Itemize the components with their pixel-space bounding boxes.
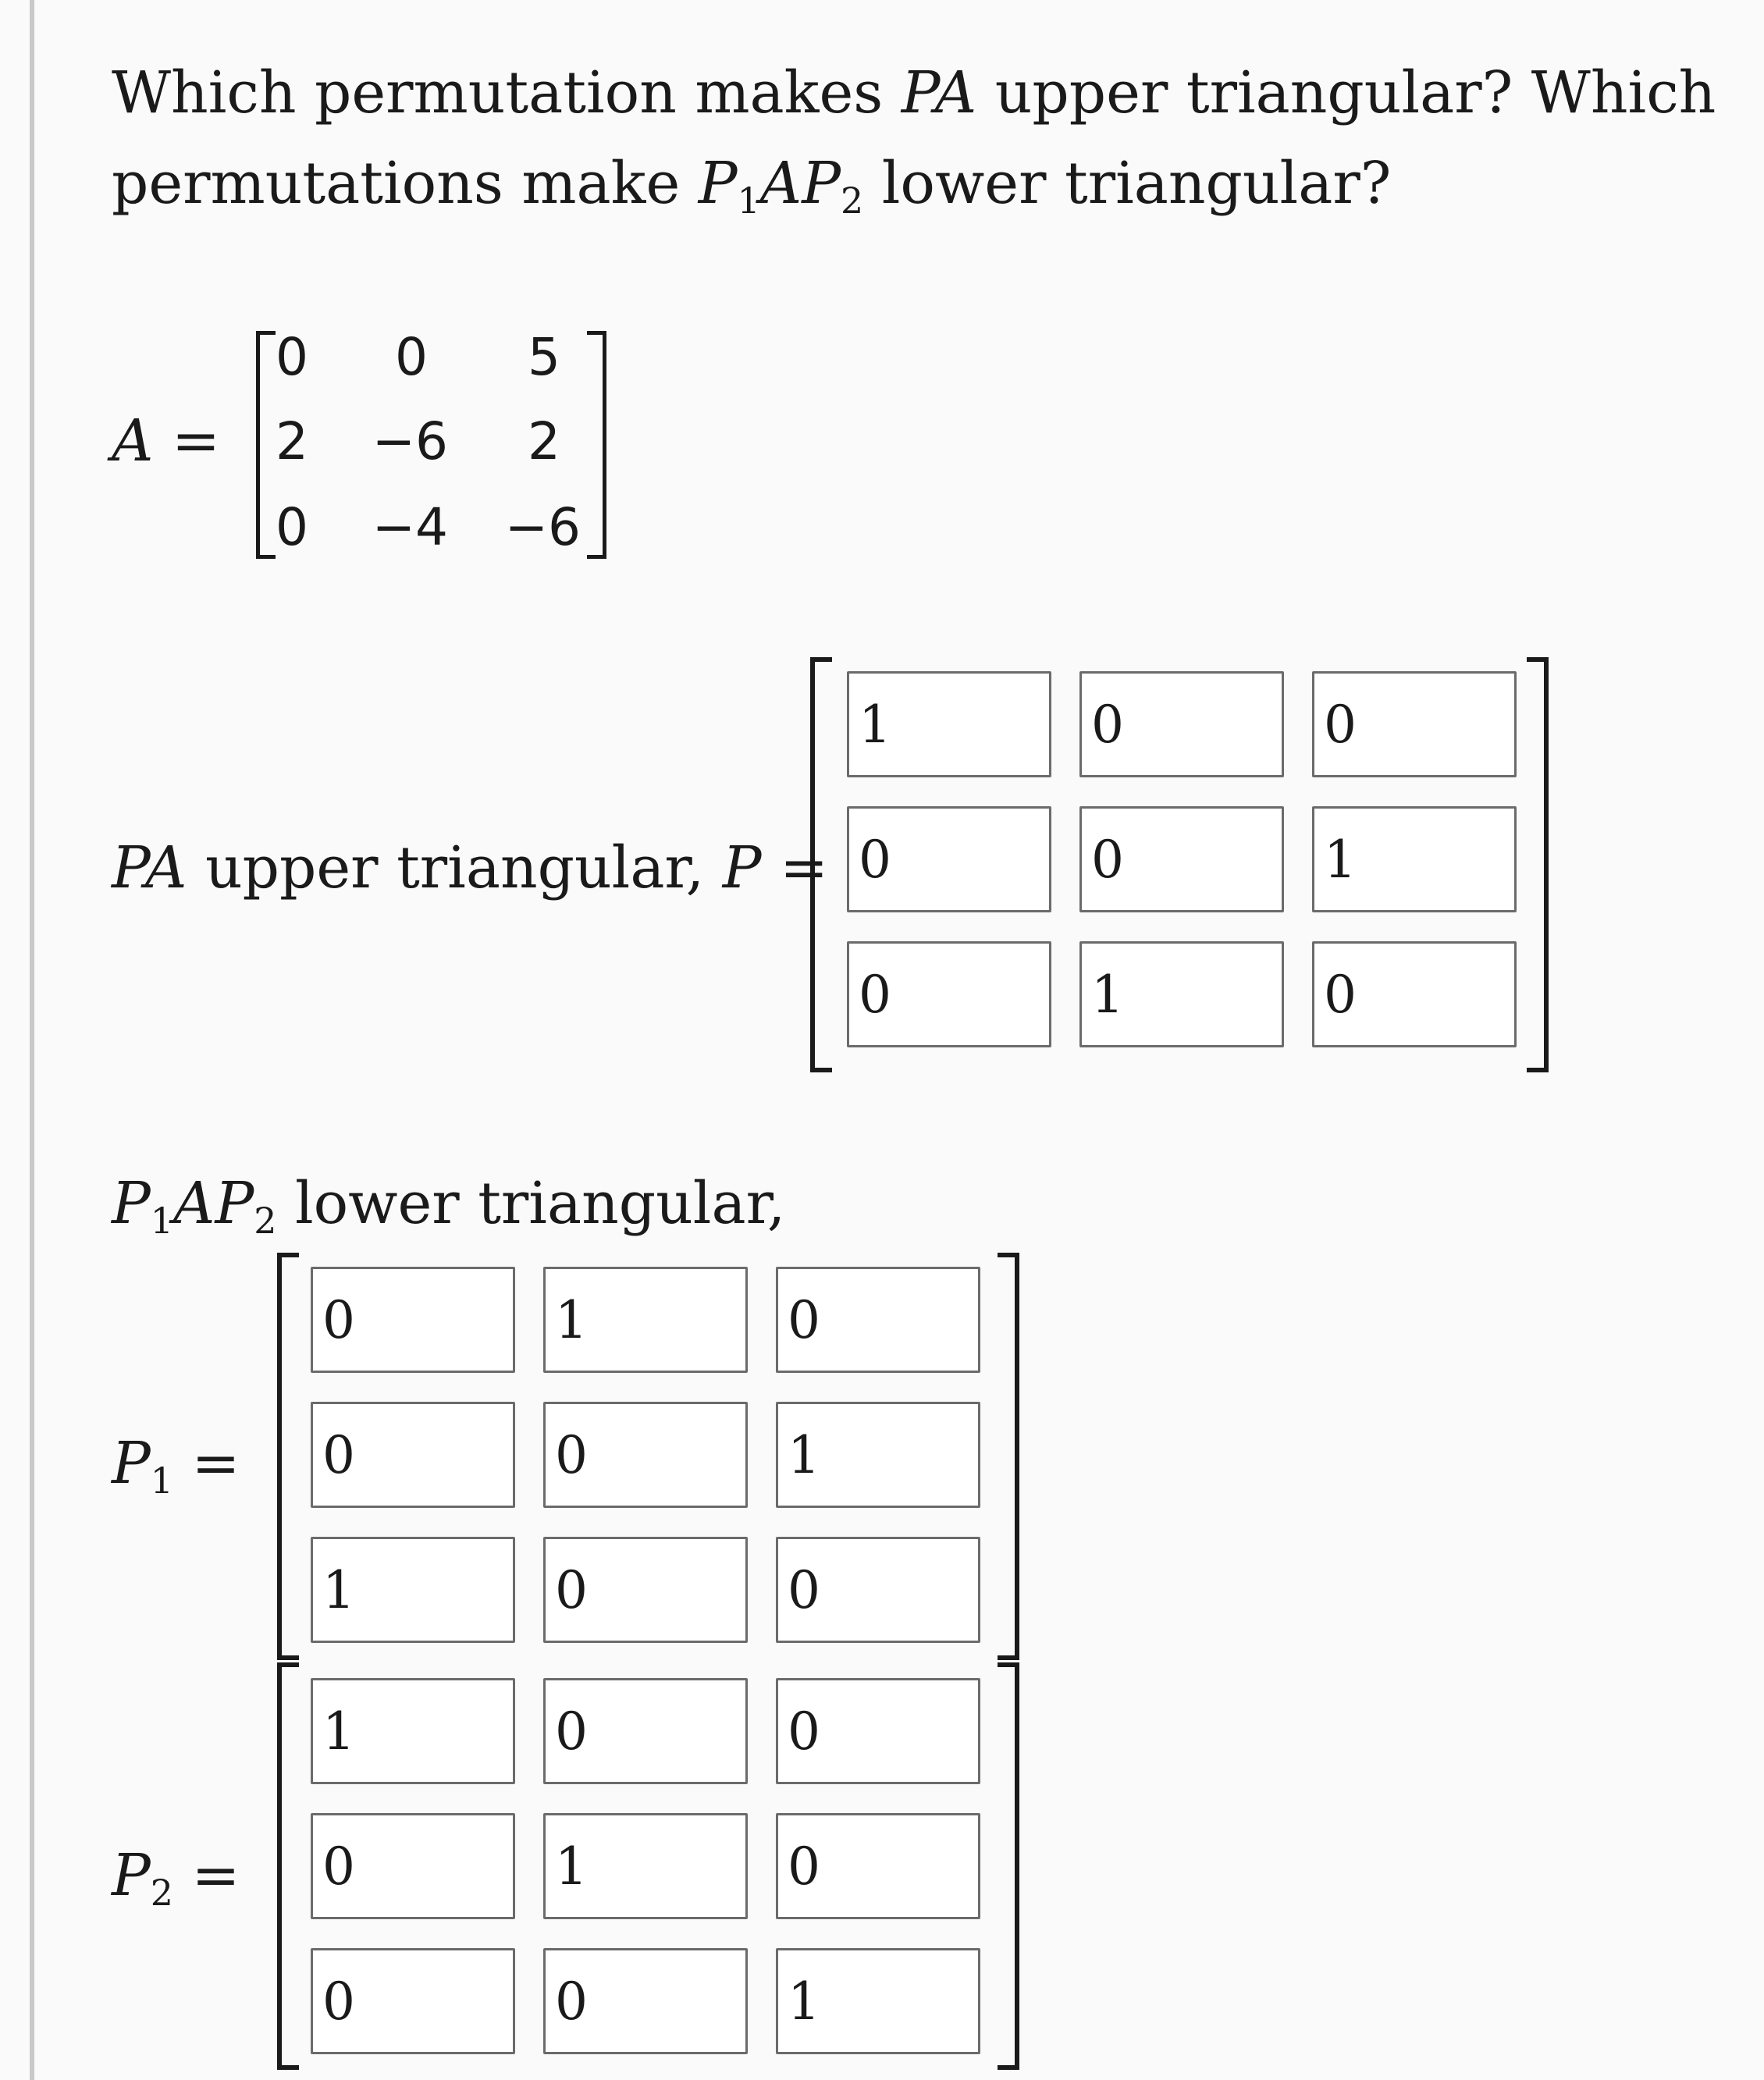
matrix-a-cell: 2 <box>276 411 308 471</box>
matrix-p1-input-r2c3[interactable] <box>776 1402 980 1508</box>
math-p: P <box>698 150 738 217</box>
pa-label <box>112 834 829 901</box>
matrix-p-input-r1c1[interactable] <box>847 671 1051 777</box>
math-p: P <box>802 150 841 217</box>
matrix-p1-input-r1c3[interactable] <box>776 1267 980 1373</box>
matrix-p-input-r1c2[interactable] <box>1079 671 1284 777</box>
matrix-p2-left-bracket <box>277 1662 299 2070</box>
label-text: upper triangular, <box>187 834 723 901</box>
matrix-p2-input-r2c1[interactable] <box>311 1813 515 1919</box>
matrix-p-input-r3c3[interactable] <box>1312 941 1517 1047</box>
math-subscript: 2 <box>841 179 864 222</box>
p2-label <box>112 1842 240 1914</box>
math-a: A <box>112 407 154 475</box>
math-subscript: 1 <box>150 1199 173 1242</box>
math-pa: PA <box>112 834 187 901</box>
matrix-p1-right-bracket <box>998 1253 1019 1660</box>
matrix-p2-input-r3c3[interactable] <box>776 1948 980 2054</box>
matrix-a-cell: −4 <box>372 497 448 557</box>
matrix-p1-input-r3c2[interactable] <box>543 1537 748 1643</box>
equals-sign: = <box>191 1842 240 1909</box>
matrix-p2-input-r2c3[interactable] <box>776 1813 980 1919</box>
matrix-p2-input-r1c1[interactable] <box>311 1678 515 1784</box>
matrix-a-cell: 5 <box>528 327 560 387</box>
math-subscript: 2 <box>254 1199 277 1242</box>
matrix-p1-input-r1c1[interactable] <box>311 1267 515 1373</box>
matrix-p2-input-r2c2[interactable] <box>543 1813 748 1919</box>
matrix-p2-right-bracket <box>998 1662 1019 2070</box>
math-a: A <box>172 1170 215 1237</box>
page-left-border <box>30 0 34 2080</box>
label-text: lower triangular, <box>276 1170 786 1237</box>
matrix-p-input-r1c3[interactable] <box>1312 671 1517 777</box>
math-subscript: 2 <box>150 1871 173 1914</box>
matrix-p-input-r2c2[interactable] <box>1079 806 1284 912</box>
matrix-p1-input-r3c3[interactable] <box>776 1537 980 1643</box>
question-text: lower triangular? <box>863 150 1392 217</box>
math-a: A <box>759 150 802 217</box>
matrix-p-right-bracket <box>1527 657 1549 1072</box>
matrix-p2-input-r1c3[interactable] <box>776 1678 980 1784</box>
math-pa: PA <box>901 59 977 126</box>
matrix-p-left-bracket <box>810 657 832 1072</box>
question-line-1 <box>112 59 1716 126</box>
matrix-a-cell: 2 <box>528 411 560 471</box>
matrix-p1-left-bracket <box>277 1253 299 1660</box>
matrix-p2-input-r1c2[interactable] <box>543 1678 748 1784</box>
p1-label <box>112 1430 240 1502</box>
matrix-a-cell: −6 <box>372 411 448 471</box>
math-p: P <box>112 1842 151 1909</box>
matrix-p1-input-r3c1[interactable] <box>311 1537 515 1643</box>
math-subscript: 1 <box>737 179 760 222</box>
matrix-a-cell: −6 <box>504 497 581 557</box>
equals-sign: = <box>191 1430 240 1497</box>
matrix-a-cell: 0 <box>395 327 428 387</box>
matrix-a-right-bracket <box>587 331 606 559</box>
matrix-p2-input-r3c2[interactable] <box>543 1948 748 2054</box>
equals-sign: = <box>171 407 220 475</box>
question-text: upper triangular? Which <box>976 59 1716 126</box>
matrix-p-input-r3c2[interactable] <box>1079 941 1284 1047</box>
math-p: P <box>722 834 762 901</box>
matrix-a-cell: 0 <box>276 327 308 387</box>
math-subscript: 1 <box>150 1459 173 1502</box>
matrix-p-input-r3c1[interactable] <box>847 941 1051 1047</box>
question-text: Which permutation makes <box>112 59 902 126</box>
matrix-a-cell: 0 <box>276 497 308 557</box>
equals-sign: = <box>780 834 829 901</box>
p1ap2-heading <box>112 1170 786 1242</box>
matrix-p1-input-r2c2[interactable] <box>543 1402 748 1508</box>
matrix-p-input-r2c3[interactable] <box>1312 806 1517 912</box>
matrix-p-input-r2c1[interactable] <box>847 806 1051 912</box>
math-p: P <box>112 1430 151 1497</box>
question-line-2 <box>112 150 1392 222</box>
math-p: P <box>215 1170 254 1237</box>
math-p: P <box>112 1170 151 1237</box>
question-text: permutations make <box>112 150 699 217</box>
matrix-p1-input-r1c2[interactable] <box>543 1267 748 1373</box>
matrix-p1-input-r2c1[interactable] <box>311 1402 515 1508</box>
matrix-p2-input-r3c1[interactable] <box>311 1948 515 2054</box>
